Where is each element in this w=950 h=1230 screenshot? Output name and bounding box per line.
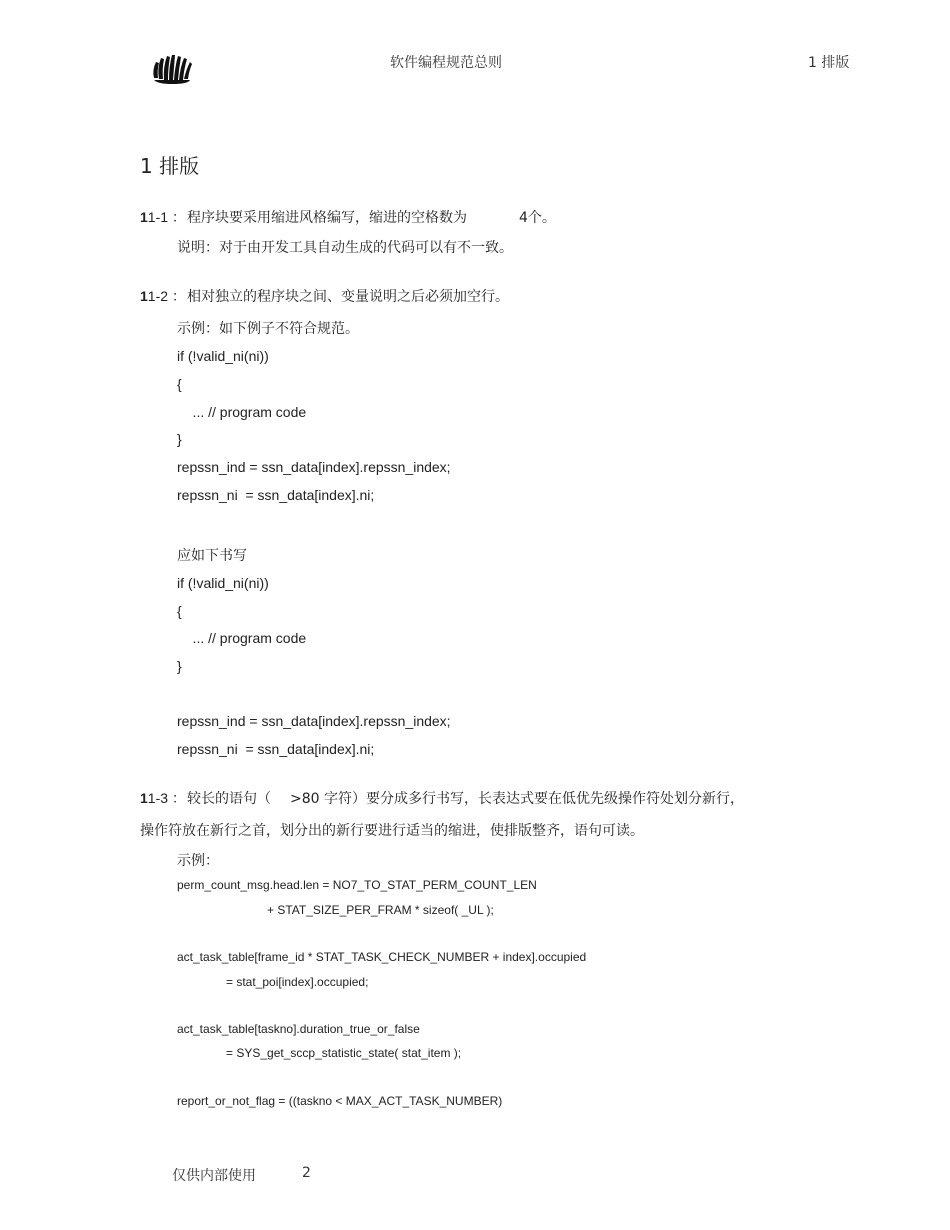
- code-line: {: [177, 376, 182, 392]
- code-line: + STAT_SIZE_PER_FRAM * sizeof( _UL );: [267, 903, 494, 917]
- code-line: act_task_table[taskno].duration_true_or_false: [177, 1022, 420, 1036]
- code-line: = SYS_get_sccp_statistic_state( stat_item );: [226, 1046, 462, 1060]
- code-line: if (!valid_ni(ni)): [177, 575, 269, 591]
- shell-fan-logo-icon: [150, 52, 196, 86]
- code-line: }: [177, 658, 182, 674]
- document-title: 软件编程规范总则: [390, 55, 502, 71]
- code-line: repssn_ind = ssn_data[index].repssn_index;: [177, 713, 451, 729]
- code-line: repssn_ni = ssn_data[index].ni;: [177, 487, 375, 503]
- code-line: repssn_ni = ssn_data[index].ni;: [177, 741, 375, 757]
- code-line: ... // program code: [177, 404, 307, 420]
- rule-number-1-3: 11-3 ：: [140, 790, 186, 806]
- code-line: repssn_ind = ssn_data[index].repssn_index;: [177, 459, 451, 475]
- code-line: if (!valid_ni(ni)): [177, 348, 269, 364]
- code-line: }: [177, 431, 182, 447]
- code-line: ... // program code: [177, 630, 307, 646]
- rule-number-1-2: 11-2 ：: [140, 288, 186, 304]
- example-label-1-3: 示例：: [177, 853, 219, 869]
- rule-number-1-1: 11-1 ：: [140, 209, 186, 225]
- rule-text-1-1: 程序块要采用缩进风格编写，缩进的空格数为: [187, 210, 467, 226]
- code-line: perm_count_msg.head.len = NO7_TO_STAT_PERM_COUNT_LEN: [177, 878, 537, 892]
- good-example-label: 应如下书写: [177, 548, 247, 564]
- code-line: = stat_poi[index].occupied;: [226, 975, 369, 989]
- rule-text-1-3-b: >80 字符）要分成多行书写，长表达式要在低优先级操作符处划分新行，: [290, 791, 744, 807]
- rule-text-1-3-line2: 操作符放在新行之首，划分出的新行要进行适当的缩进，使排版整齐，语句可读。: [140, 823, 644, 839]
- code-line: report_or_not_flag = ((taskno < MAX_ACT_TASK_NUMBER): [177, 1094, 503, 1108]
- example-label-1-2: 示例：如下例子不符合规范。: [177, 321, 359, 337]
- rule-text-1-1-tail: 4个。: [519, 210, 556, 226]
- rule-note-1-1: 说明：对于由开发工具自动生成的代码可以有不一致。: [177, 240, 513, 256]
- rule-text-1-2: 相对独立的程序块之间、变量说明之后必须加空行。: [187, 289, 509, 305]
- code-line: act_task_table[frame_id * STAT_TASK_CHECK_NUMBER + index].occupied: [177, 950, 587, 964]
- rule-text-1-3-a: 较长的语句（: [187, 791, 271, 807]
- page-number: 2: [302, 1165, 311, 1181]
- chapter-heading: 1 排版: [140, 154, 200, 178]
- header-chapter: 1 排版: [808, 55, 850, 71]
- company-logo: [150, 52, 196, 86]
- code-line: {: [177, 603, 182, 619]
- footer-label: 仅供内部使用: [172, 1168, 256, 1184]
